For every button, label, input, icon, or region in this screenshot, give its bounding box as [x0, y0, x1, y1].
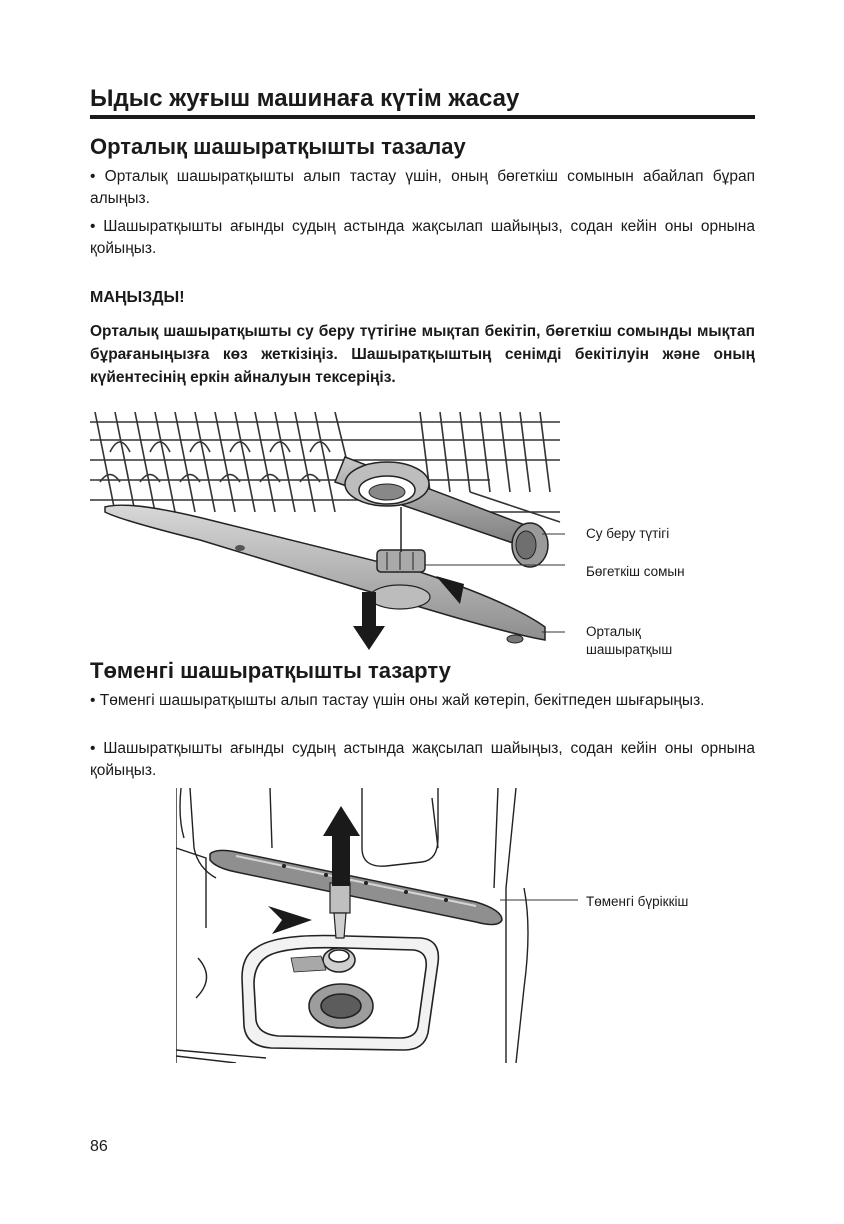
pipe-coupling — [345, 462, 429, 506]
important-text: Орталық шашыратқышты су беру түтігіне мықтап бекітіп, бөгеткіш сомынды мықтап бұрағаныңызға көз жеткізіңіз. Шашыратқыштың сенімді бекітілуін және оның күйентесінің еркін айналуын тексеріңіз. — [90, 323, 755, 386]
callout-central-sprayer-line1: Орталық — [586, 624, 641, 639]
section-heading-central-sprayer: Орталық шашыратқышты тазалау — [90, 134, 466, 159]
callout-central-sprayer-line2: шашыратқыш — [586, 642, 673, 657]
callout-supply-pipe: Су беру түтігі — [586, 526, 670, 541]
title-rule — [90, 115, 755, 119]
filter-basin — [242, 936, 438, 1051]
central-sprayer-figure — [90, 412, 565, 658]
lower-sprayer-figure — [176, 788, 578, 1063]
bullet-remove-central-sprayer: • Орталық шашыратқышты алып тастау үшін, оның бөгеткіш сомынын абайлап бұрап алыңыз. — [90, 168, 755, 207]
page-number: 86 — [90, 1138, 108, 1155]
central-sprayer-illustration — [90, 412, 565, 658]
callout-lock-nut: Бөгеткіш сомын — [586, 564, 685, 579]
section-heading-lower-sprayer: Төменгі шашыратқышты тазарту — [90, 658, 451, 683]
bullet-rinse-lower-sprayer: • Шашыратқышты ағынды судың астында жақсылап шайыңыз, содан кейін оны орнына қойыңыз. — [90, 740, 755, 779]
lower-sprayer-illustration — [176, 788, 578, 1063]
bullet-remove-lower-sprayer: • Төменгі шашыратқышты алып тастау үшін оны жай көтеріп, бекітпеден шығарыңыз. — [90, 692, 705, 709]
callout-lower-nozzle: Төменгі бүріккіш — [586, 894, 689, 909]
important-label: МАҢЫЗДЫ! — [90, 289, 185, 306]
bullet-rinse-central-sprayer: • Шашыратқышты ағынды судың астында жақсылап шайыңыз, содан кейін оны орнына қойыңыз. — [90, 218, 755, 257]
page-title: Ыдыс жуғыш машинаға күтім жасау — [90, 85, 520, 112]
